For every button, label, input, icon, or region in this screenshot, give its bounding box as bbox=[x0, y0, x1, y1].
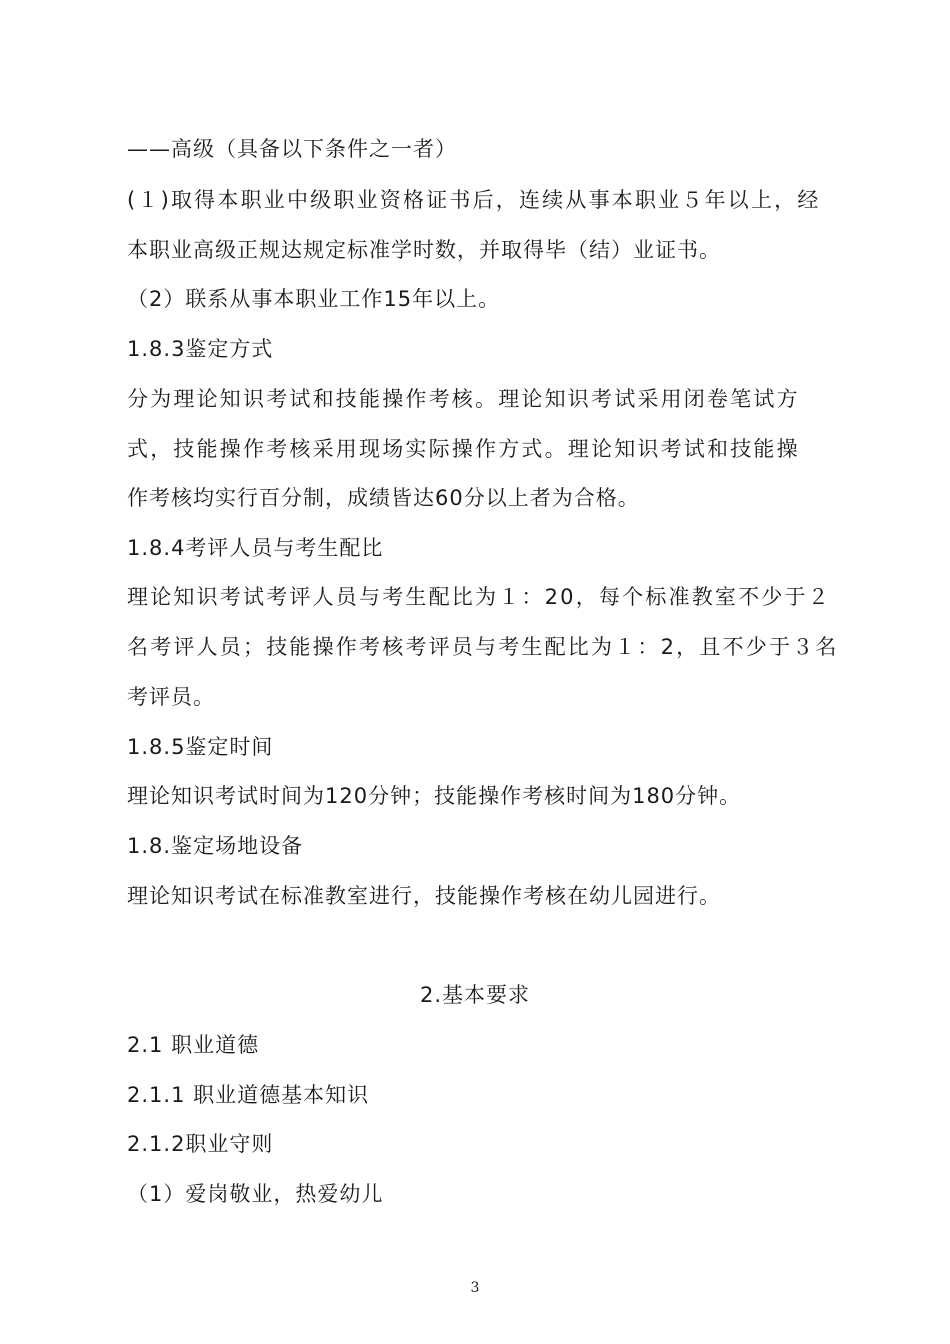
text-line: 式，技能操作考核采用现场实际操作方式。理论知识考试和技能操 bbox=[127, 437, 800, 461]
text-line: 理论知识考试考评人员与考生配比为１：20，每个标准教室不少于２ bbox=[127, 585, 831, 609]
text-line: 考评员。 bbox=[127, 685, 215, 709]
section-heading: 1.8.4考评人员与考生配比 bbox=[127, 536, 384, 560]
section-heading: 1.8.鉴定场地设备 bbox=[127, 834, 304, 858]
text-line: 分为理论知识考试和技能操作考核。理论知识考试采用闭卷笔试方 bbox=[127, 387, 800, 411]
section-heading: 2.1.2职业守则 bbox=[127, 1132, 274, 1156]
text-line: 名考评人员；技能操作考核考评员与考生配比为１：2，且不少于３名 bbox=[127, 635, 839, 659]
page-number: 3 bbox=[470, 1280, 480, 1296]
section-heading: 1.8.3鉴定方式 bbox=[127, 337, 274, 361]
section-heading: 2.1 职业道德 bbox=[127, 1033, 260, 1057]
text-line: 理论知识考试时间为120分钟；技能操作考核时间为180分钟。 bbox=[127, 784, 742, 808]
text-line: （2）联系从事本职业工作15年以上。 bbox=[127, 287, 501, 311]
text-line: 本职业高级正规达规定标准学时数，并取得毕（结）业证书。 bbox=[127, 238, 721, 262]
section-heading: 1.8.5鉴定时间 bbox=[127, 735, 274, 759]
text-line: 作考核均实行百分制，成绩皆达60分以上者为合格。 bbox=[127, 486, 640, 510]
chapter-title: 2.基本要求 bbox=[419, 983, 531, 1007]
text-line: （1）爱岗敬业，热爱幼儿 bbox=[127, 1182, 384, 1206]
text-line: 理论知识考试在标准教室进行，技能操作考核在幼儿园进行。 bbox=[127, 884, 721, 908]
section-heading: 2.1.1 职业道德基本知识 bbox=[127, 1083, 370, 1107]
text-line: ——高级（具备以下条件之一者） bbox=[127, 137, 457, 161]
text-line: (１)取得本职业中级职业资格证书后，连续从事本职业５年以上，经 bbox=[127, 188, 821, 212]
